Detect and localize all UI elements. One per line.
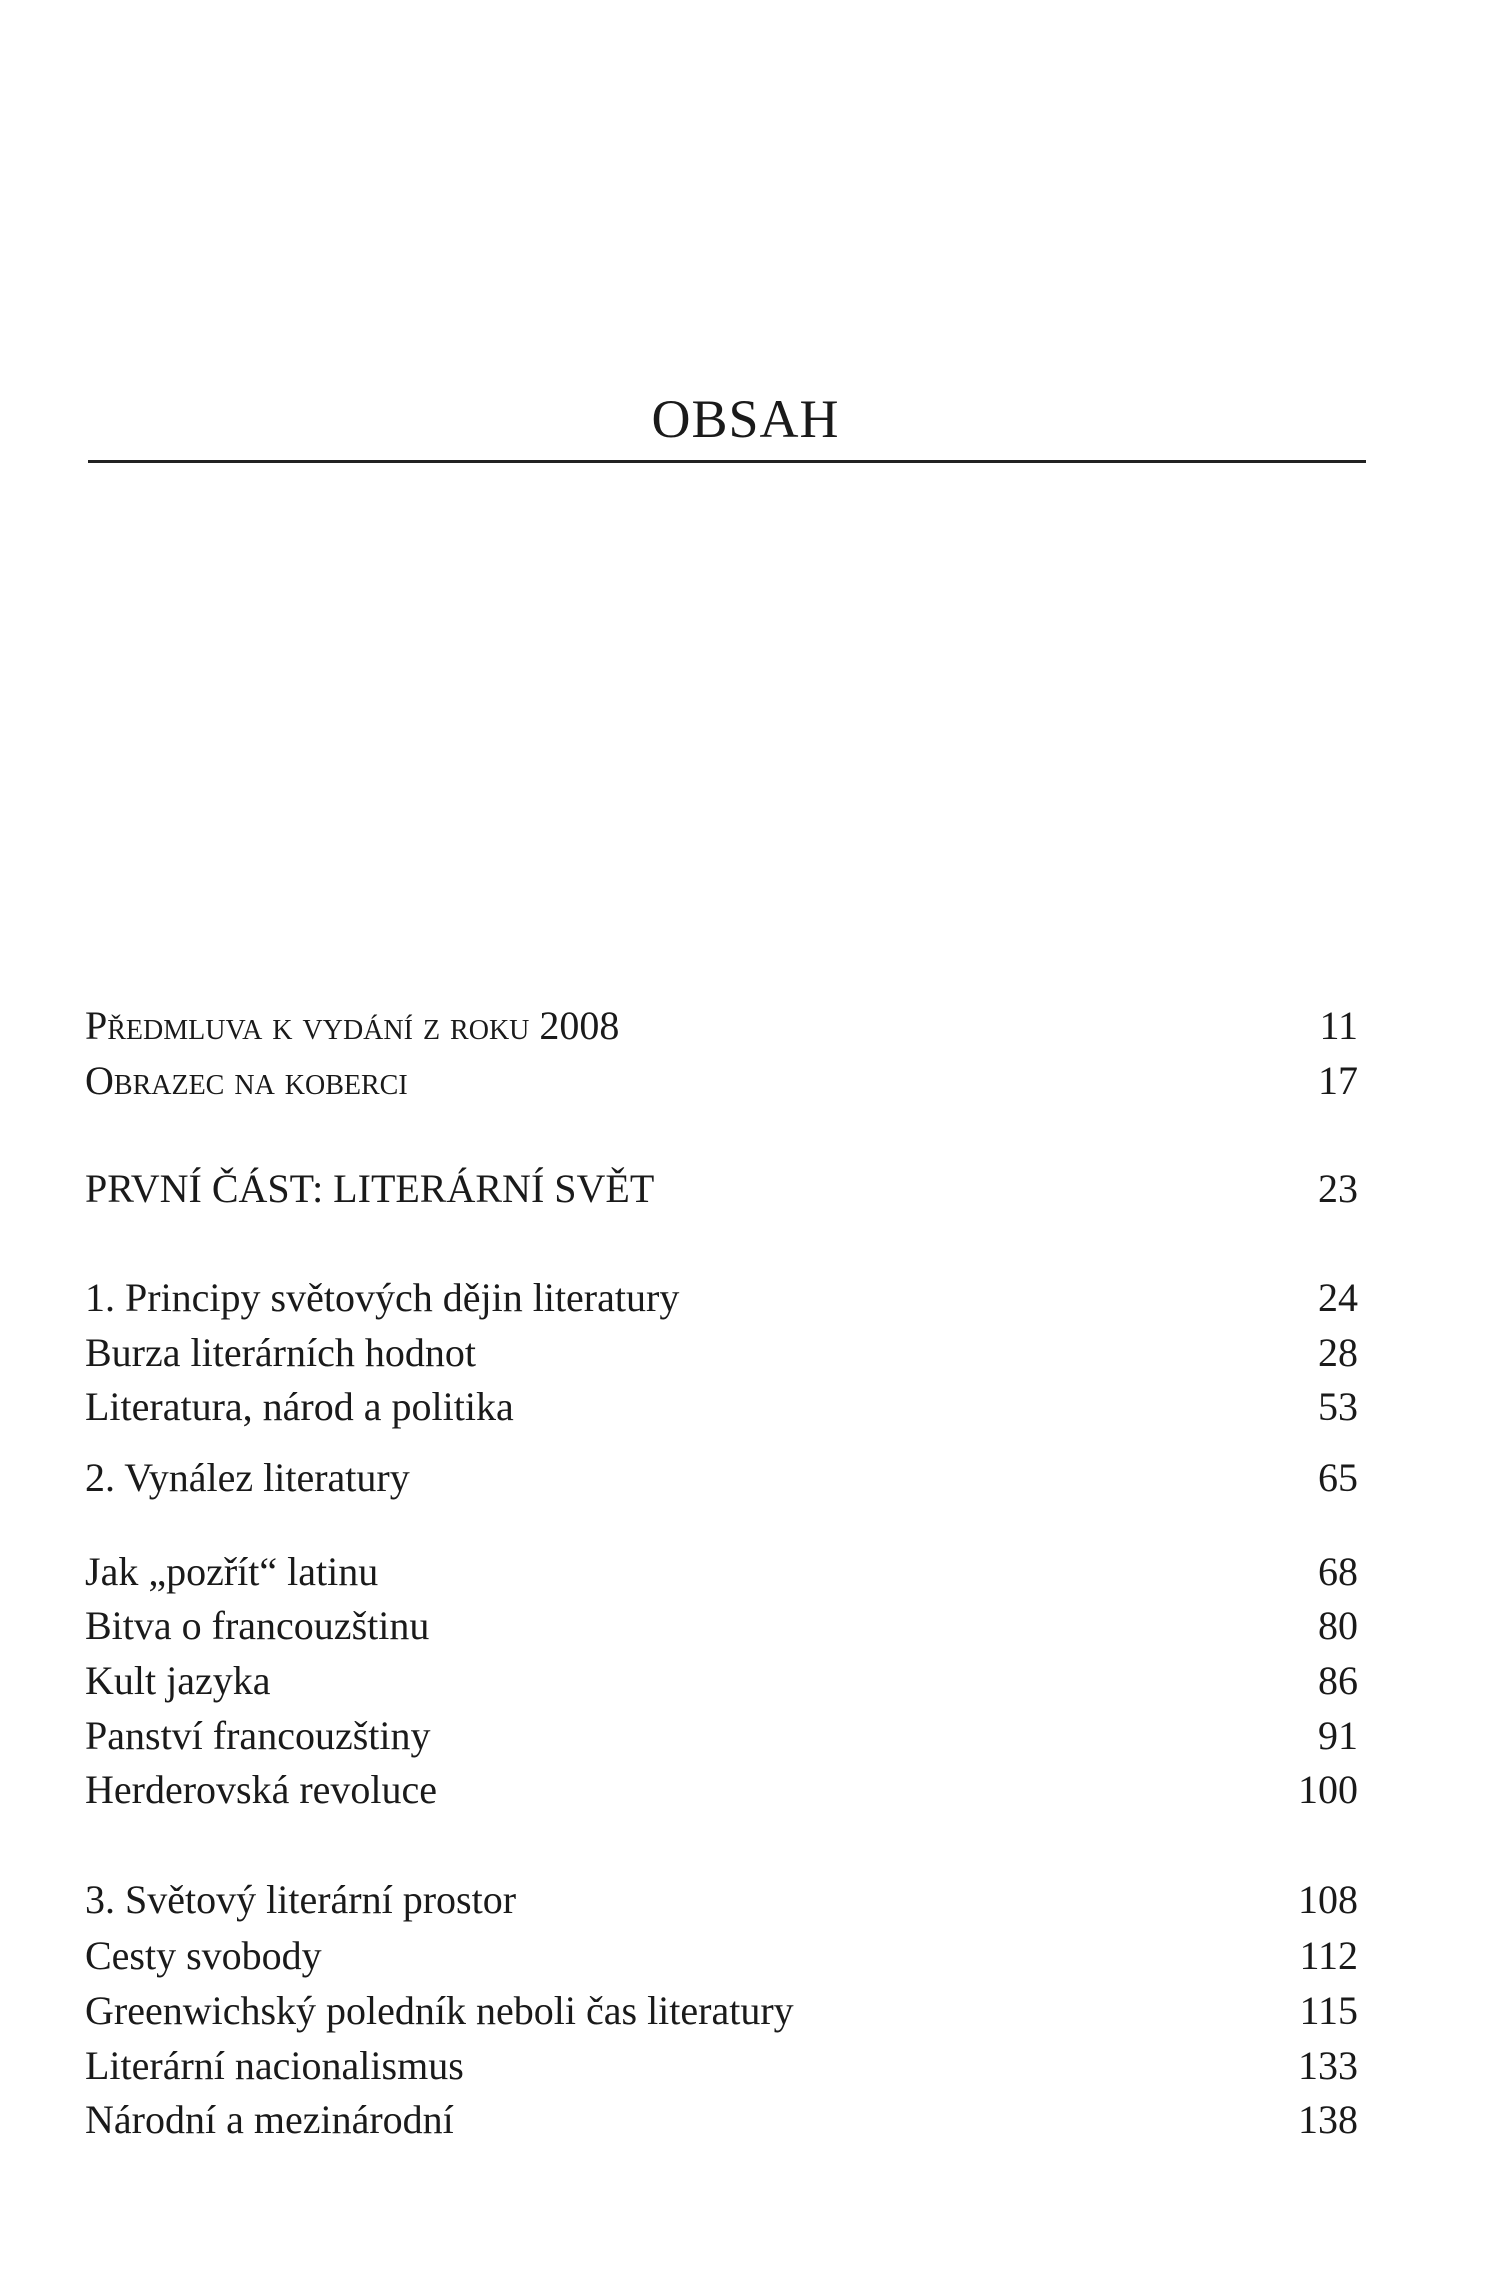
toc-entry-page: 91 [1318, 1713, 1358, 1758]
toc-chapter[interactable] [85, 1873, 1358, 1927]
toc-entry-title: Národní a mezinárodní [85, 2097, 454, 2142]
toc-entry-title: 1. Principy světových dějin literatury [85, 1275, 680, 1320]
toc-entry-title: Greenwichský poledník neboli čas literatury [85, 1988, 794, 2033]
toc-entry-page: 80 [1318, 1603, 1358, 1648]
toc-entry-title: Bitva o francouzštinu [85, 1603, 430, 1648]
toc-entry[interactable] [85, 1709, 1358, 1763]
toc-entry-page: 65 [1318, 1455, 1358, 1500]
toc-entry-title: PRVNÍ ČÁST: LITERÁRNÍ SVĚT [85, 1166, 655, 1211]
toc-entry-title: Jak „pozřít“ latinu [85, 1549, 379, 1594]
toc-entry-page: 23 [1318, 1166, 1358, 1211]
toc-entry-title: Herderovská revoluce [85, 1767, 438, 1812]
toc-entry[interactable] [85, 1984, 1358, 2038]
toc-entry[interactable] [85, 2093, 1358, 2147]
toc-entry-page: 86 [1318, 1658, 1358, 1703]
toc-entry-page: 133 [1298, 2043, 1358, 2088]
toc-entry[interactable] [85, 1326, 1358, 1380]
toc-entry[interactable] [85, 1929, 1358, 1983]
toc-entry-title: 3. Světový literární prostor [85, 1877, 517, 1922]
toc-entry-page: 17 [1318, 1058, 1358, 1103]
toc-entry-title: Panství francouzštiny [85, 1713, 431, 1758]
toc-entry-page: 28 [1318, 1330, 1358, 1375]
toc-entry-page: 108 [1298, 1877, 1358, 1922]
toc-entry[interactable] [85, 2039, 1358, 2093]
toc-entry-title: Cesty svobody [85, 1933, 322, 1978]
toc-entry-page: 68 [1318, 1549, 1358, 1594]
toc-chapter[interactable] [85, 1451, 1358, 1505]
toc-entry-page: 53 [1318, 1384, 1358, 1429]
toc-entry[interactable] [85, 1545, 1358, 1599]
toc-entry-page: 112 [1299, 1933, 1358, 1978]
toc-entry-page: 100 [1298, 1767, 1358, 1812]
toc-entry[interactable] [85, 1599, 1358, 1653]
toc-entry[interactable] [85, 1654, 1358, 1708]
toc-entry-page: 138 [1298, 2097, 1358, 2142]
toc-entry-page: 11 [1319, 1003, 1358, 1048]
toc-entry-title: Předmluva k vydání z roku 2008 [85, 1003, 620, 1048]
toc-entry-title: Obrazec na koberci [85, 1058, 408, 1103]
toc-entry[interactable] [85, 1763, 1358, 1817]
toc-entry[interactable] [85, 999, 1358, 1053]
toc-entry-page: 24 [1318, 1275, 1358, 1320]
toc-entry-title: Burza literárních hodnot [85, 1330, 476, 1375]
toc-entry[interactable] [85, 1380, 1358, 1434]
toc-entry-page: 115 [1299, 1988, 1358, 2033]
toc-entry-title: Literatura, národ a politika [85, 1384, 514, 1429]
toc-chapter[interactable] [85, 1271, 1358, 1325]
toc-entry-title: 2. Vynález literatury [85, 1455, 410, 1500]
page-title: OBSAH [651, 389, 840, 449]
toc-entry[interactable] [85, 1054, 1358, 1108]
toc-entry-title: Kult jazyka [85, 1658, 271, 1703]
toc-entry-title: Literární nacionalismus [85, 2043, 464, 2088]
title-rule [88, 460, 1366, 463]
toc-part-heading[interactable] [85, 1162, 1358, 1216]
